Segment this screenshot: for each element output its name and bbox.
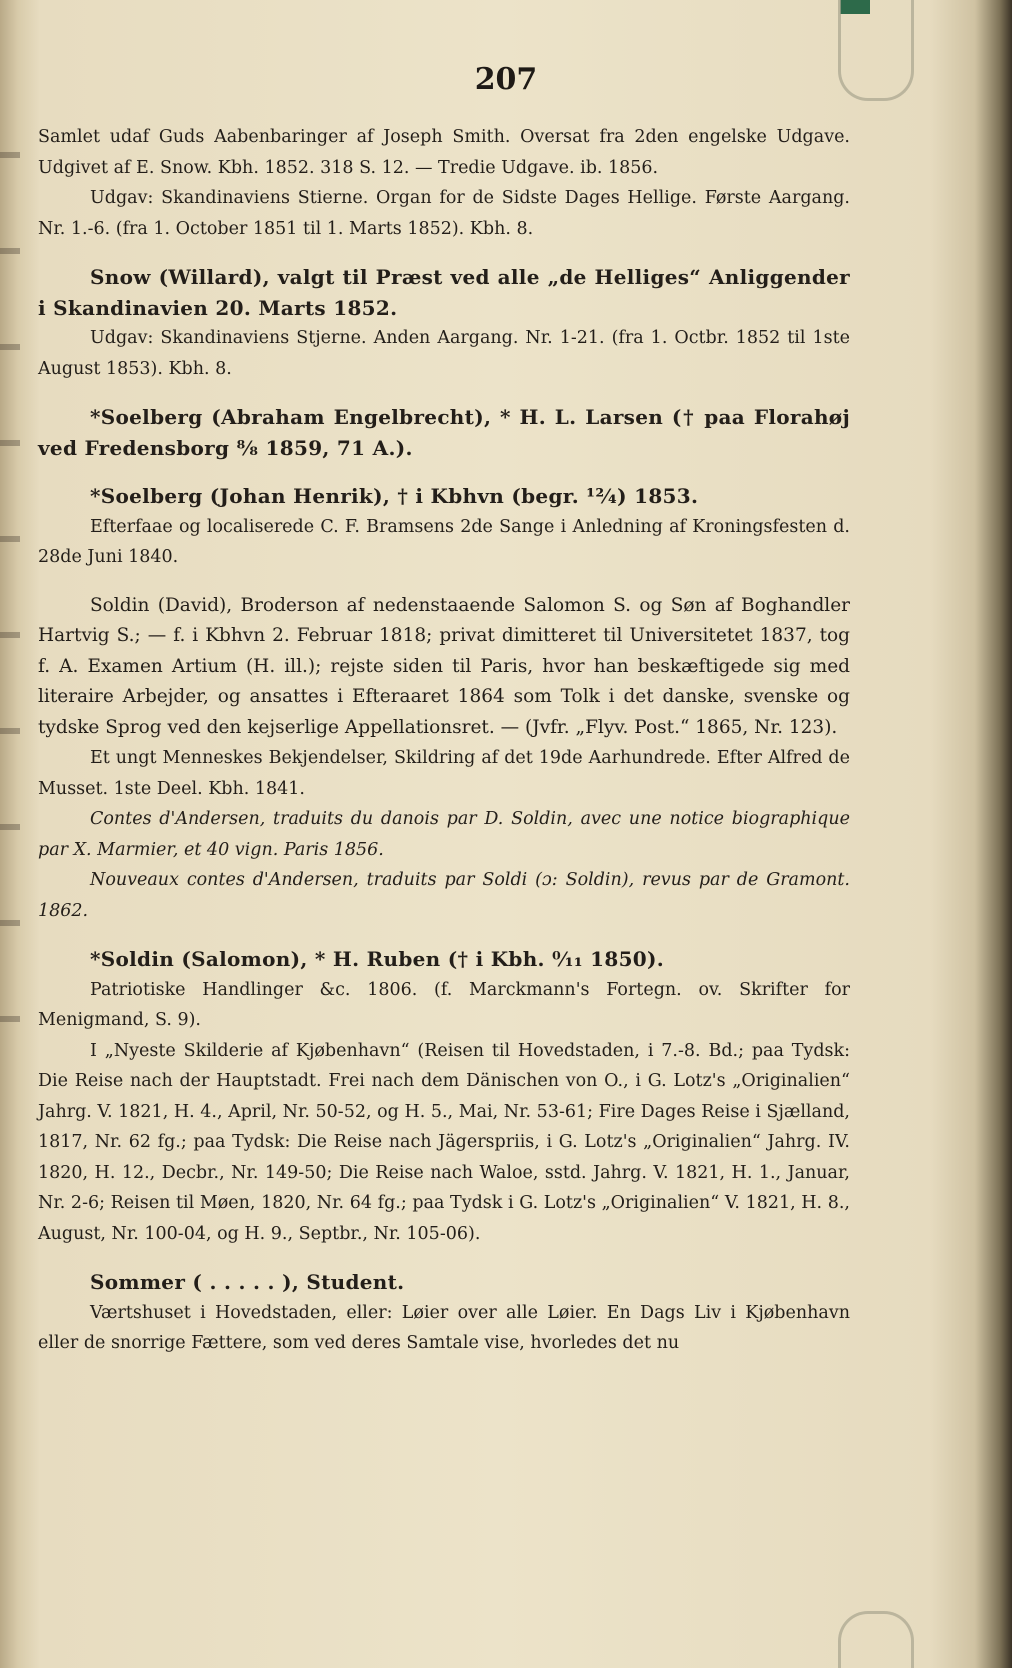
entry-heading-paragraph: Soldin (David), Broderson af nedenstaaende Salomon S. og Søn af Boghandler Hartvig S.; — f. i Kbhvn 2. Februar 1818; privat dimitteret til Universitetet 1837, tog f. A. Examen Artium (H. ill.); rejste siden til Paris, hvor han beskæftigede sig med literaire Arbejder, og ansattes i Efteraaret 1864 som Tolk i det danske, svenske og tydske Sprog ved den kejserlige Appellationsret. — (Jvfr. „Flyv. Post.“ 1865, Nr. 123).	[38, 594, 850, 738]
entry-text-french: Contes d'Andersen, traduits du danois par D. Soldin, avec une notice biographique par X. Marmier, et 40 vign. Paris 1856.	[38, 809, 850, 860]
entry-text-french: Nouveaux contes d'Andersen, traduits par Soldi (ɔ: Soldin), revus par de Gramont. 1862.	[38, 870, 850, 921]
entry-heading: *Soelberg (Abraham Engelbrecht), * H. L. Larsen († paa Florahøj ved Fredensborg ⁸⁄₈ 1859, 71 A.).	[38, 405, 850, 460]
entry-text: I „Nyeste Skilderie af Kjøbenhavn“ (Reisen til Hovedstaden, i 7.-8. Bd.; paa Tydsk: Die Reise nach der Hauptstadt. Frei nach dem Dänischen von O., i G. Lotz's „Originalien“ Jahrg. V. 1821, H. 4., April, Nr. 50-52, og H. 5., Mai, Nr. 53-61; Fire Dages Reise i Sjælland, 1817, Nr. 62 fg.; paa Tydsk: Die Reise nach Jägerspriis, i G. Lotz's „Originalien“ Jahrg. IV. 1820, H. 12., Decbr., Nr. 149-50; Die Reise nach Waloe, sstd. Jahrg. V. 1821, H. 1., Januar, Nr. 2-6; Reisen til Møen, 1820, Nr. 64 fg.; paa Tydsk i G. Lotz's „Originalien“ V. 1821, H. 8., August, Nr. 100-04, og H. 9., Septbr., Nr. 105-06).	[38, 1040, 850, 1244]
entry-heading: Snow (Willard), valgt til Præst ved alle „de Helliges“ Anliggender i Skandinavien 20. Marts 1852.	[38, 265, 850, 320]
adjacent-page-edge	[0, 100, 20, 1100]
entry-text: Efterfaae og localiserede C. F. Bramsens 2de Sange i Anledning af Kroningsfesten d. 28de Juni 1840.	[38, 516, 850, 567]
page-clip-bottom	[838, 1611, 914, 1668]
entry-text: Udgav: Skandinaviens Stjerne. Anden Aargang. Nr. 1-21. (fra 1. Octbr. 1852 til 1ste August 1853). Kbh. 8.	[38, 328, 850, 379]
entry-text: Udgav: Skandinaviens Stierne. Organ for de Sidste Dages Hellige. Første Aargang. Nr. 1.-6. (fra 1. October 1851 til 1. Marts 1852). Kbh. 8.	[38, 188, 850, 239]
entry-text: Værtshuset i Hovedstaden, eller: Løier over alle Løier. En Dags Liv i Kjøbenhavn eller de snorrige Fættere, som ved deres Samtale vise, hvorledes det nu	[38, 1302, 850, 1353]
entry-text: Patriotiske Handlinger &c. 1806. (f. Marckmann's Fortegn. ov. Skrifter for Menigmand, S. 9).	[38, 979, 850, 1030]
entry-heading: Sommer ( . . . . . ), Student.	[90, 1270, 405, 1294]
page-body	[38, 122, 850, 1359]
entry-heading: *Soelberg (Johan Henrik), † i Kbhvn (begr. ¹²⁄₄) 1853.	[90, 484, 699, 508]
page-number: 207	[474, 62, 538, 97]
entry-heading: *Soldin (Salomon), * H. Ruben († i Kbh. ⁰⁄₁₁ 1850).	[90, 947, 665, 971]
entry-text: Samlet udaf Guds Aabenbaringer af Joseph Smith. Oversat fra 2den engelske Udgave. Udgivet af E. Snow. Kbh. 1852. 318 S. 12. — Tredie Udgave. ib. 1856.	[38, 127, 850, 178]
entry-text: Et ungt Menneskes Bekjendelser, Skildring af det 19de Aarhundrede. Efter Alfred de Musset. 1ste Deel. Kbh. 1841.	[38, 748, 850, 799]
